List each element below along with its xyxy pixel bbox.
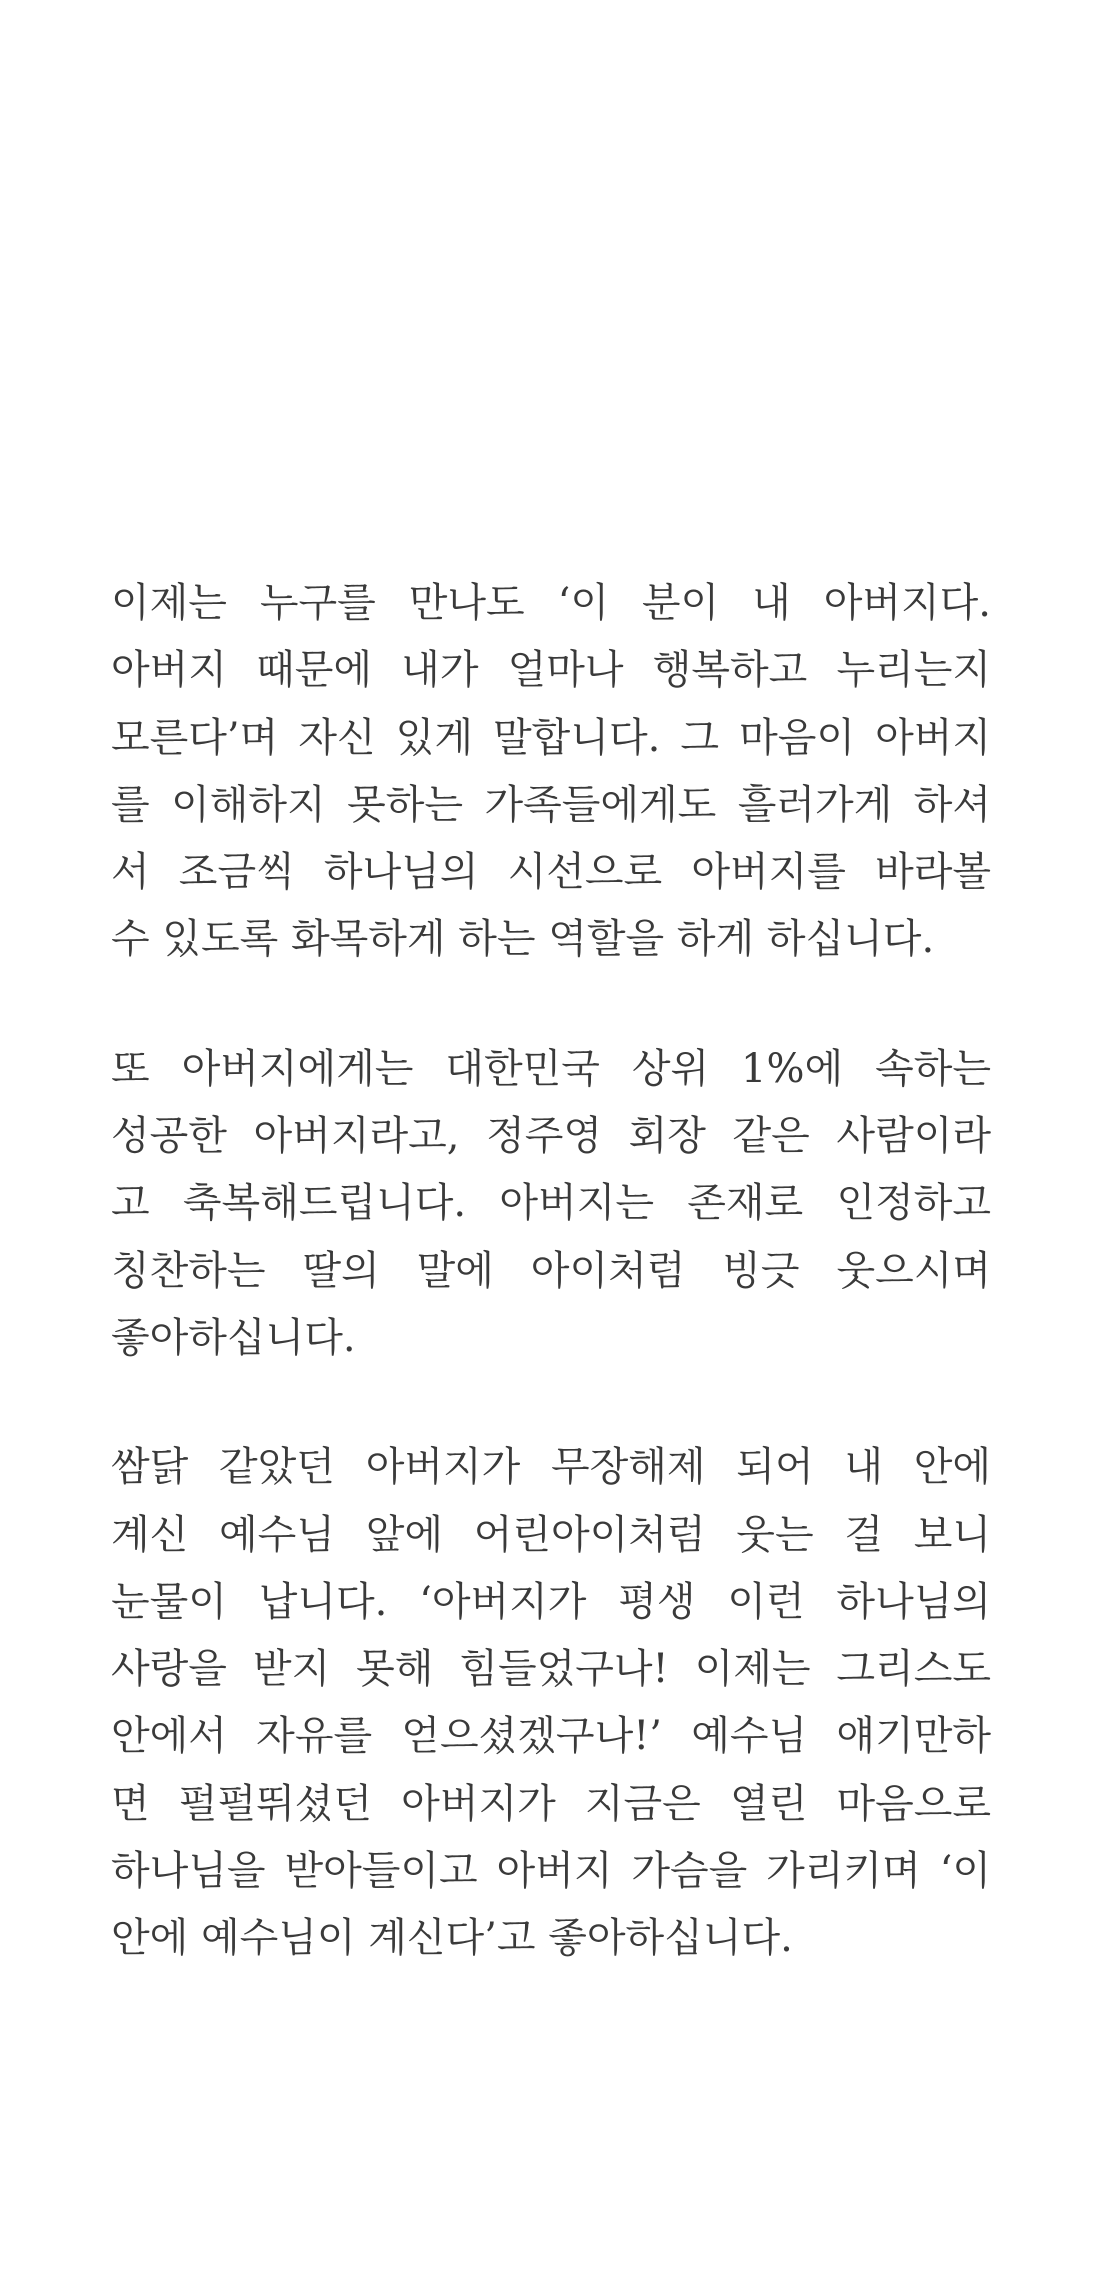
text-line: 를 이해하지 못하는 가족들에게도 흘러가게 하셔	[111, 781, 991, 828]
text-line: 모른다’며 자신 있게 말합니다. 그 마음이 아버지	[111, 714, 991, 761]
text-line: 서 조금씩 하나님의 시선으로 아버지를 바라볼	[111, 849, 991, 896]
text-line: 칭찬하는 딸의 말에 아이처럼 빙긋 웃으시며	[111, 1247, 991, 1294]
text-line: 쌈닭 같았던 아버지가 무장해제 되어 내 안에	[111, 1444, 991, 1491]
article-body	[111, 570, 991, 2035]
text-line: 고 축복해드립니다. 아버지는 존재로 인정하고	[111, 1180, 991, 1227]
text-line: 사랑을 받지 못해 힘들었구나! 이제는 그리스도	[111, 1646, 991, 1693]
text-line: 좋아하십니다.	[111, 1314, 356, 1361]
paragraph-3	[111, 1434, 991, 1972]
text-line: 안에서 자유를 얻으셨겠구나!’ 예수님 얘기만하	[111, 1713, 991, 1760]
text-line: 아버지 때문에 내가 얼마나 행복하고 누리는지	[111, 647, 991, 694]
text-line: 이제는 누구를 만나도 ‘이 분이 내 아버지다.	[111, 580, 991, 626]
text-line: 하나님을 받아들이고 아버지 가슴을 가리키며 ‘이	[111, 1848, 991, 1895]
text-line: 눈물이 납니다. ‘아버지가 평생 이런 하나님의	[111, 1578, 991, 1625]
text-line: 성공한 아버지라고, 정주영 회장 같은 사람이라	[111, 1113, 991, 1160]
paragraph-1	[111, 570, 991, 974]
text-line: 수 있도록 화목하게 하는 역할을 하게 하십니다.	[111, 916, 935, 963]
text-line: 계신 예수님 앞에 어린아이처럼 웃는 걸 보니	[111, 1511, 991, 1558]
text-line: 안에 예수님이 계신다’고 좋아하십니다.	[111, 1915, 793, 1962]
paragraph-2	[111, 1036, 991, 1372]
text-line: 면 펄펄뛰셨던 아버지가 지금은 열린 마음으로	[111, 1780, 991, 1827]
text-line: 또 아버지에게는 대한민국 상위 1%에 속하는	[111, 1045, 991, 1092]
